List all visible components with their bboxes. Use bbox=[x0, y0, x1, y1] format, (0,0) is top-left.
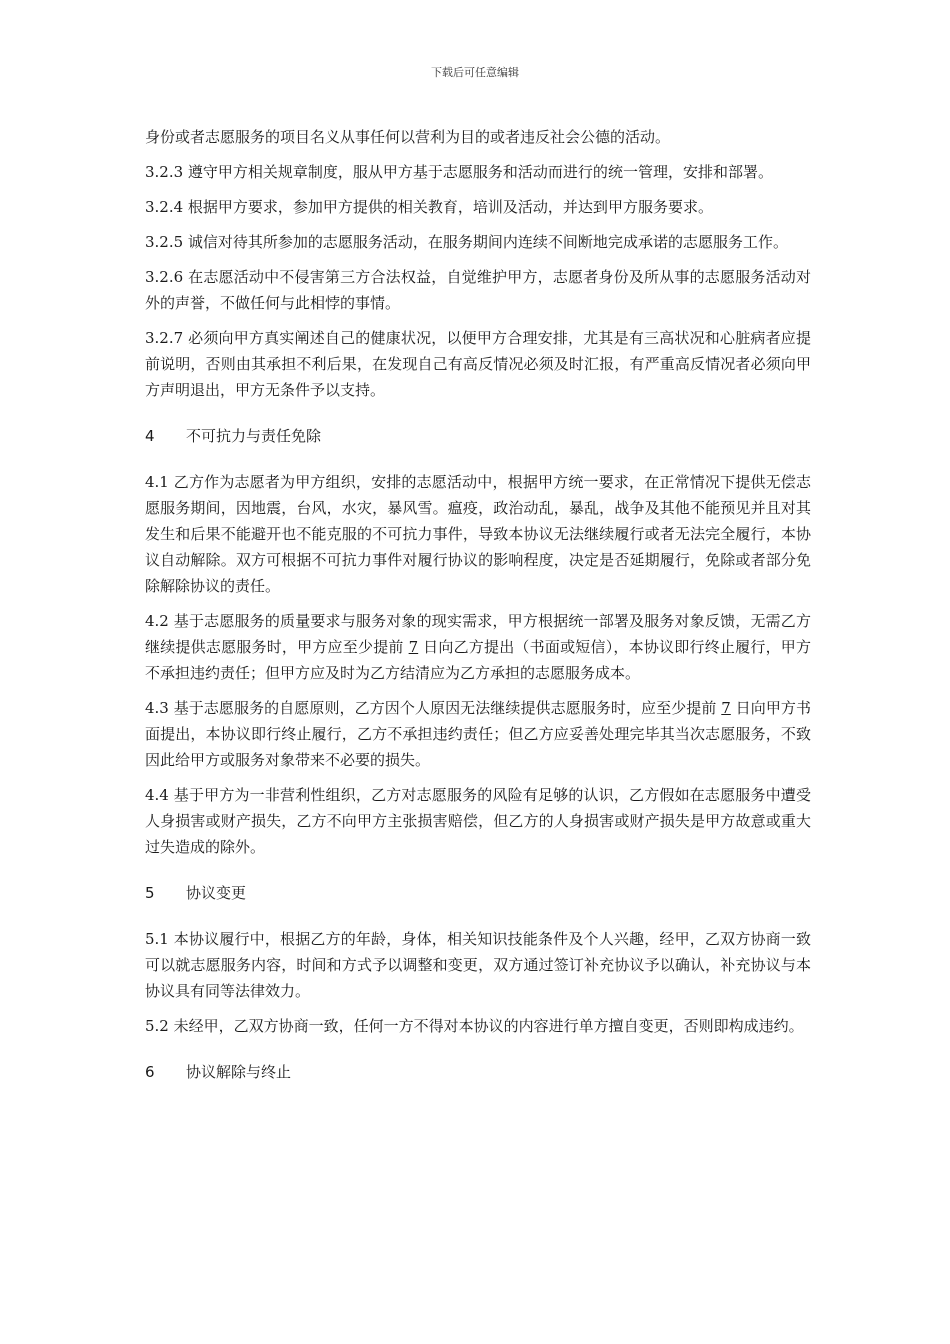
section-title: 协议解除与终止 bbox=[186, 1063, 292, 1081]
section-title: 不可抗力与责任免除 bbox=[186, 427, 322, 445]
notice-days-value: 7 bbox=[721, 699, 731, 717]
notice-days-value: 7 bbox=[408, 638, 419, 656]
paragraph-3-2-3: 3.2.3 遵守甲方相关规章制度，服从甲方基于志愿服务和活动而进行的统一管理，安排和部署。 bbox=[145, 163, 773, 181]
section-title: 协议变更 bbox=[186, 884, 247, 902]
section-heading-5 bbox=[145, 880, 811, 906]
section-number: 6 bbox=[145, 1063, 155, 1081]
paragraph-5-2: 5.2 未经甲，乙双方协商一致，任何一方不得对本协议的内容进行单方擅自变更，否则即构成违约。 bbox=[145, 1017, 804, 1035]
paragraph-4-2-text-a: 4.2 基于志愿服务的质量要求与服务对象的现实需求，甲方根据统一部署及服务对象反馈，无需乙方继续提供志愿服务时，甲方应至少提前 bbox=[145, 612, 811, 656]
paragraph-4-3-text-b: 日向甲方书面提出，本协议即行终止履行，乙方不承担违约责任；但乙方应妥善处理完毕其当次志愿服务，不致因此给甲方或服务对象带来不必要的损失。 bbox=[145, 699, 811, 769]
paragraph-3-2-5: 3.2.5 诚信对待其所参加的志愿服务活动，在服务期间内连续不间断地完成承诺的志愿服务工作。 bbox=[145, 233, 788, 251]
header-note: 下载后可任意编辑 bbox=[431, 66, 519, 79]
paragraph-4-4: 4.4 基于甲方为一非营利性组织，乙方对志愿服务的风险有足够的认识，乙方假如在志愿服务中遭受人身损害或财产损失，乙方不向甲方主张损害赔偿，但乙方的人身损害或财产损失是甲方故意或重大过失造成的除外。 bbox=[145, 786, 811, 856]
paragraph-4-2 bbox=[145, 608, 811, 686]
paragraph-3-2-4: 3.2.4 根据甲方要求，参加甲方提供的相关教育，培训及活动，并达到甲方服务要求。 bbox=[145, 198, 713, 216]
paragraph-4-1: 4.1 乙方作为志愿者为甲方组织，安排的志愿活动中，根据甲方统一要求，在正常情况下提供无偿志愿服务期间，因地震，台风，水灾，暴风雪。瘟疫，政治动乱，暴乱，战争及其他不能预见并且对其发生和后果不能避开也不能克服的不可抗力事件，导致本协议无法继续履行或者无法完全履行，本协议自动解除。双方可根据不可抗力事件对履行协议的影响程度，决定是否延期履行，免除或者部分免除解除协议的责任。 bbox=[145, 473, 811, 595]
section-number: 4 bbox=[145, 427, 155, 445]
section-heading-6 bbox=[145, 1059, 811, 1085]
document-body bbox=[145, 124, 811, 1105]
section-heading-4 bbox=[145, 423, 811, 449]
paragraph-3-2-6: 3.2.6 在志愿活动中不侵害第三方合法权益，自觉维护甲方，志愿者身份及所从事的志愿服务活动对外的声誉，不做任何与此相悖的事情。 bbox=[145, 268, 811, 312]
paragraph-4-2-text-b: 日向乙方提出（书面或短信），本协议即行终止履行，甲方不承担违约责任；但甲方应及时为乙方结清应为乙方承担的志愿服务成本。 bbox=[145, 638, 811, 682]
paragraph-4-3 bbox=[145, 695, 811, 773]
section-number: 5 bbox=[145, 884, 155, 902]
paragraph-intro: 身份或者志愿服务的项目名义从事任何以营利为目的或者违反社会公德的活动。 bbox=[145, 128, 671, 146]
paragraph-4-3-text-a: 4.3 基于志愿服务的自愿原则，乙方因个人原因无法继续提供志愿服务时，应至少提前 bbox=[145, 699, 722, 717]
paragraph-5-1: 5.1 本协议履行中，根据乙方的年龄，身体，相关知识技能条件及个人兴趣，经甲，乙双方协商一致可以就志愿服务内容，时间和方式予以调整和变更，双方通过签订补充协议予以确认，补充协议与本协议具有同等法律效力。 bbox=[145, 930, 811, 1000]
paragraph-3-2-7: 3.2.7 必须向甲方真实阐述自己的健康状况，以便甲方合理安排，尤其是有三高状况和心脏病者应提前说明，否则由其承担不利后果，在发现自己有高反情况必须及时汇报，有严重高反情况者必须向甲方声明退出，甲方无条件予以支持。 bbox=[145, 329, 811, 399]
